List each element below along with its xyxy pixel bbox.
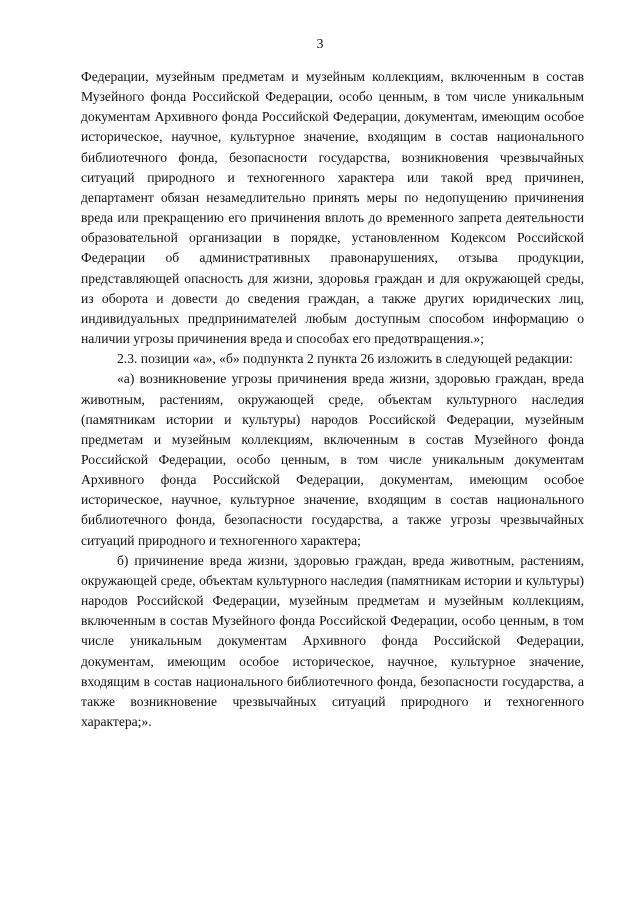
paragraph-item-2-3: 2.3. позиции «а», «б» подпункта 2 пункта 26 изложить в следующей редакции:	[117, 351, 573, 367]
paragraph-subitem-b: б) причинение вреда жизни, здоровью граждан, вреда животным, растениям, окружающей среде, объектам культурного наследия (памятникам истории и культуры) народов Российской Федерации, музейным предметам и музейным коллекциям, включенным в состав Музейного фонда Российской Федерации, особо ценным, в том числе уникальным документам Архивного фонда Российской Федерации, документам, имеющим особое историческое, научное, культурное значение, входящим в состав национального библиотечного фонда, безопасности государства, а также возникновение чрезвычайных ситуаций природного и техногенного характера;».	[81, 552, 584, 729]
page-number: 3	[316, 37, 324, 52]
paragraph-continuation: Федерации, музейным предметам и музейным коллекциям, включенным в состав Музейного фонда Российской Федерации, особо ценным, в том числе уникальным документам Архивного фонда Российской Федерации, документам, имеющим особое историческое, научное, культурное значение, входящим в состав национального библиотечного фонда, безопасности государства, возникновения чрезвычайных ситуаций природного и техногенного характера или такой вред причинен, департамент обязан незамедлительно принять меры по недопущению причинения вреда или прекращению его причинения вплоть до временного запрета деятельности образовательной организации в порядке, установленном Кодексом Российской Федерации об административных правонарушениях, отзыва продукции, представляющей опасность для жизни, здоровья граждан и для окружающей среды, из оборота и довести до сведения граждан, а также других юридических лиц, индивидуальных предпринимателей любым доступным способом информацию о наличии угрозы причинения вреда и способах его предотвращения.»;	[81, 69, 584, 347]
document-body	[81, 67, 584, 732]
paragraph-subitem-a: «а) возникновение угрозы причинения вреда жизни, здоровью граждан, вреда животным, растениям, окружающей среде, объектам культурного наследия (памятникам истории и культуры) народов Российской Федерации, музейным предметам и музейным коллекциям, включенным в состав Музейного фонда Российской Федерации, особо ценным, в том числе уникальным документам Архивного фонда Российской Федерации, документам, имеющим особое историческое, научное, культурное значение, входящим в состав национального библиотечного фонда, безопасности государства, а также угрозы чрезвычайных ситуаций природного и техногенного характера;	[81, 371, 584, 548]
